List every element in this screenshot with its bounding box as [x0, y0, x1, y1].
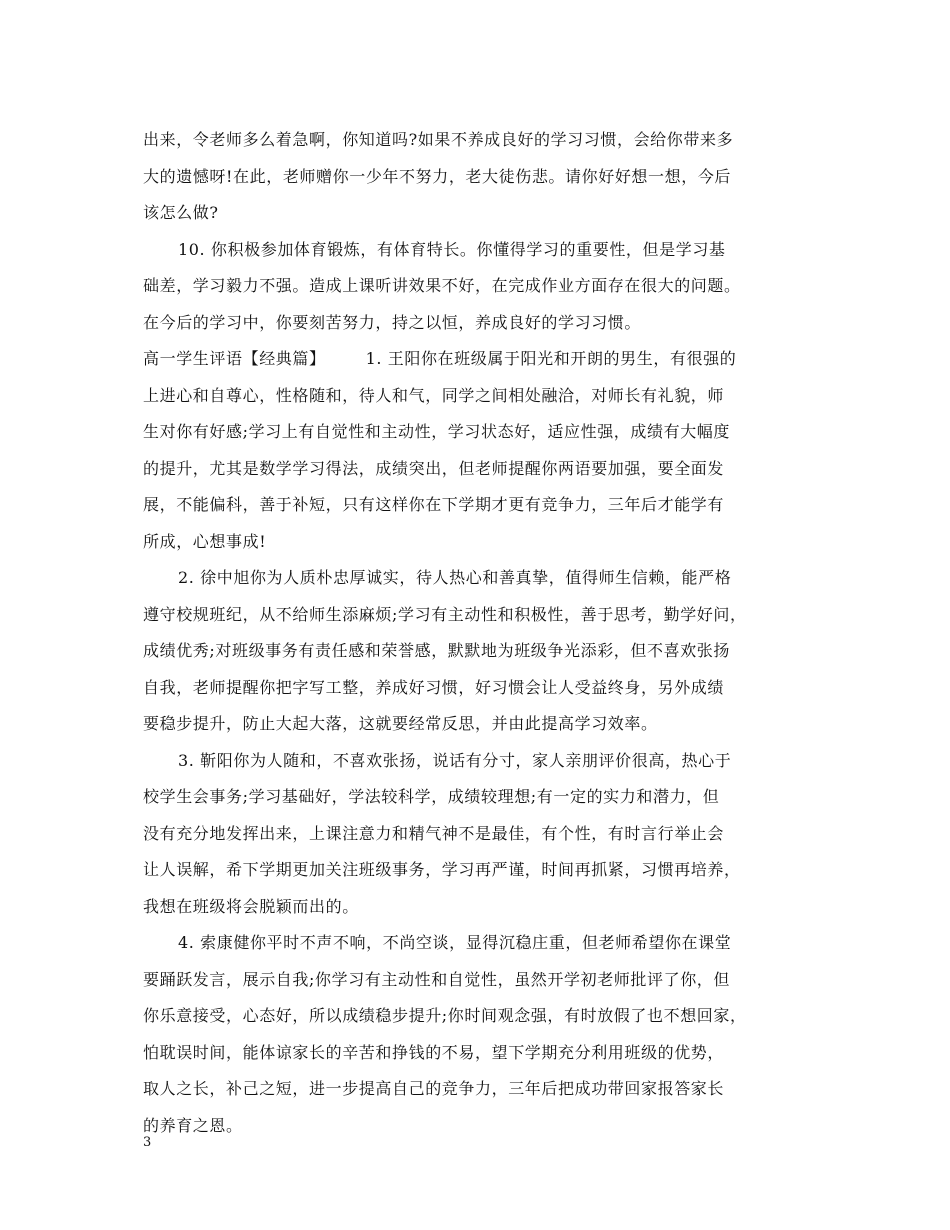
text-line: 大的遗憾呀!在此，老师赠你一少年不努力，老大徒伤悲。请你好好想一想，今后	[143, 166, 732, 186]
text-line: 校学生会事务;学习基础好，学法较科学，成绩较理想;有一定的实力和潜力，但	[143, 787, 720, 806]
text-line: 怕耽误时间，能体谅家长的辛苦和挣钱的不易，望下学期充分利用班级的优势，	[143, 1042, 725, 1062]
text-line: 自我，老师提醒你把字写工整，养成好习惯，好习惯会让人受益终身，另外成绩	[143, 677, 725, 697]
paragraph-item-3: 3. 靳阳你为人随和，不喜欢张扬，说话有分寸，家人亲朋评价很高，热心于	[178, 750, 732, 770]
text-line: 的提升，尤其是数学学习得法，成绩突出，但老师提醒你两语要加强，要全面发	[143, 458, 725, 478]
section-heading-line	[143, 341, 811, 378]
text-line: 要稳步提升，防止大起大落，这就要经常反思，并由此提高学习效率。	[143, 714, 658, 733]
text-line: 你乐意接受，心态好，所以成绩稳步提升;你时间观念强，有时放假了也不想回家，	[143, 1006, 747, 1025]
body-text	[143, 122, 811, 1144]
section-heading: 高一学生评语【经典篇】	[143, 349, 326, 368]
text-line: 展，不能偏科，善于补短，只有这样你在下学期才更有竞争力，三年后才能学有	[143, 495, 725, 514]
text-line: 生对你有好感;学习上有自觉性和主动性，学习状态好，适应性强，成绩有大幅度	[143, 422, 730, 441]
paragraph-item-10: 10. 你积极参加体育锻炼，有体育特长。你懂得学习的重要性，但是学习基	[178, 239, 726, 259]
text-line: 出来，令老师多么着急啊，你知道吗?如果不养成良好的学习习惯，会给你带来多	[143, 130, 734, 149]
paragraph-item-4: 4. 索康健你平时不声不响，不尚空谈，显得沉稳庄重，但老师希望你在课堂	[178, 933, 732, 952]
text-line: 要踊跃发言，展示自我;你学习有主动性和自觉性，虽然开学初老师批评了你，但	[143, 969, 730, 989]
text-line: 让人误解，希下学期更加关注班级事务，学习再严谨，时间再抓紧，习惯再培养，	[143, 860, 741, 879]
text-line: 没有充分地发挥出来，上课注意力和精气神不是最佳，有个性，有时言行举止会	[143, 823, 725, 843]
paragraph-item-1: 1. 王阳你在班级属于阳光和开朗的男生，有很强的	[365, 349, 737, 368]
text-line: 我想在班级将会脱颖而出的。	[143, 896, 359, 916]
text-line: 的养育之恩。	[143, 1115, 243, 1135]
text-line: 在今后的学习中，你要刻苦努力，持之以恒，养成良好的学习习惯。	[143, 312, 642, 332]
text-line: 遵守校规班纪，从不给师生添麻烦;学习有主动性和积极性，善于思考，勤学好问，	[143, 604, 747, 624]
text-line: 础差，学习毅力不强。造成上课听讲效果不好，在完成作业方面存在很大的问题。	[143, 276, 741, 295]
text-line: 取人之长，补己之短，进一步提高自己的竞争力，三年后把成功带回家报答家长	[143, 1079, 725, 1098]
page-number: 3	[143, 1135, 152, 1150]
text-line: 上进心和自尊心，性格随和，待人和气，同学之间相处融洽，对师长有礼貌，师	[143, 385, 725, 405]
text-line: 该怎么做?	[143, 203, 219, 222]
text-line: 所成，心想事成!	[143, 531, 267, 551]
text-line: 成绩优秀;对班级事务有责任感和荣誉感，默默地为班级争光添彩，但不喜欢张扬	[143, 641, 730, 660]
paragraph-item-2: 2. 徐中旭你为人质朴忠厚诚实，待人热心和善真挚，值得师生信赖，能严格	[178, 568, 732, 587]
